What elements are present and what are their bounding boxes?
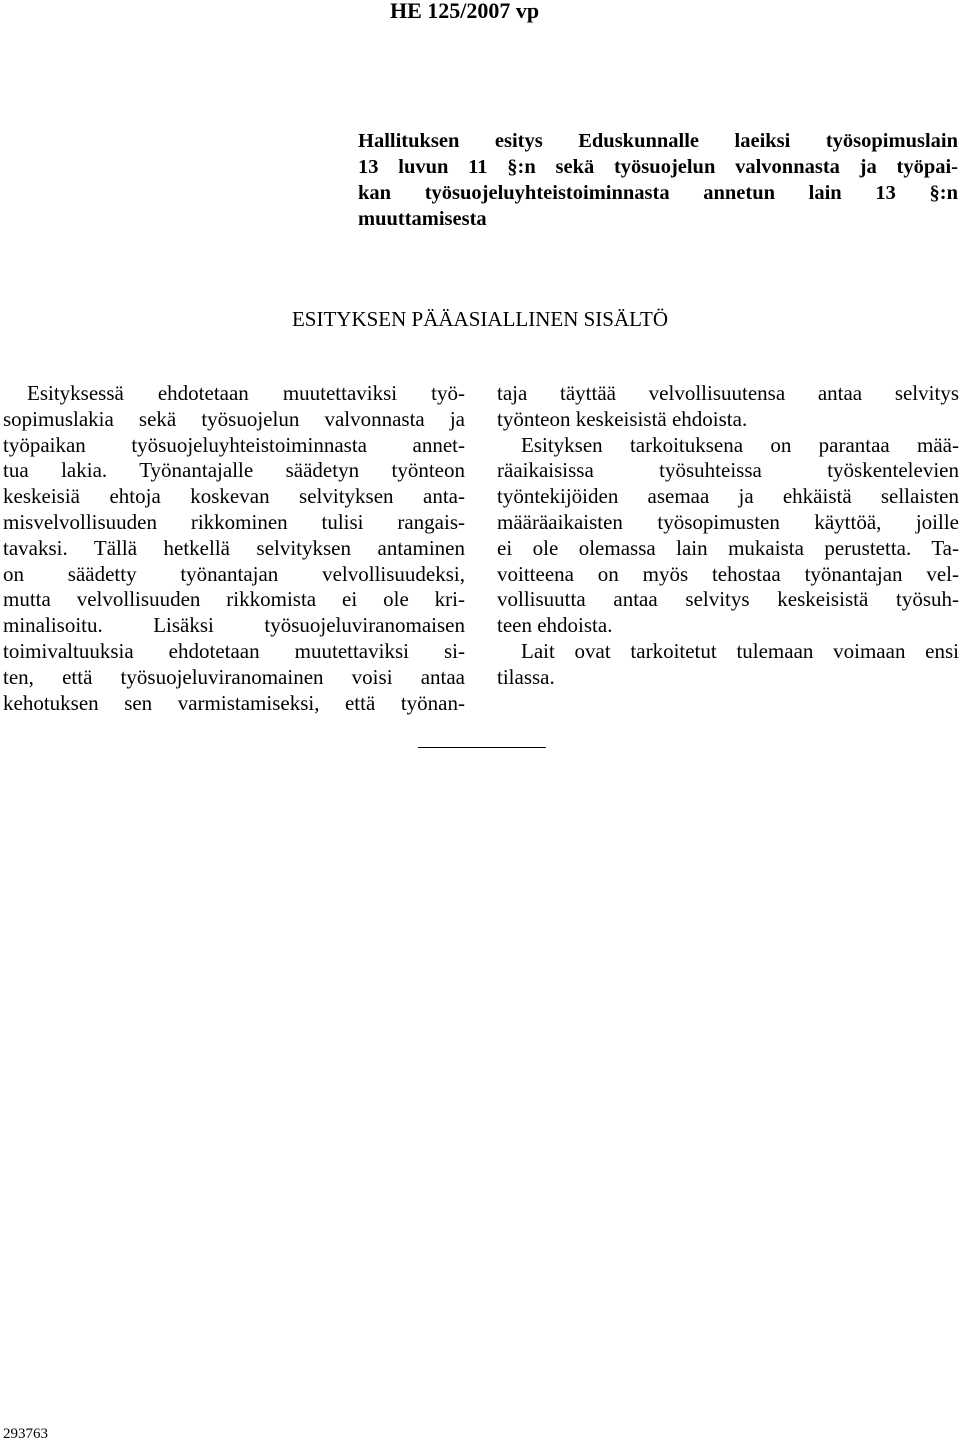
text-line: keskeisiä ehtoja koskevan selvityksen anta- (3, 484, 465, 509)
text-line: misvelvollisuuden rikkominen tulisi rangais- (3, 509, 465, 534)
text-line: tilassa. (497, 664, 555, 689)
text-line: tua lakia. Työnantajalle säädetyn työnteon (3, 458, 465, 483)
text-line: työntekijöiden asemaa ja ehkäistä sellaisten (497, 484, 959, 509)
text-line: on säädetty työnantajan velvollisuudeksi, (3, 561, 465, 586)
text-line: Lait ovat tarkoitetut tulemaan voimaan ensi (521, 638, 959, 663)
text-line: Esityksessä ehdotetaan muutettaviksi työ- (27, 381, 465, 405)
text-line: kehotuksen sen varmistamiseksi, että työnan- (3, 690, 465, 715)
text-line: määräaikaisten työsopimusten käyttöä, joille (497, 509, 959, 534)
right-column (497, 381, 959, 691)
page-code: 293763 (3, 1426, 48, 1442)
text-line: tavaksi. Tällä hetkellä selvityksen antaminen (3, 535, 465, 560)
text-line: ei ole olemassa lain mukaista perustetta. Ta- (497, 535, 959, 560)
text-line: voitteena on myös tehostaa työnantajan vel- (497, 561, 959, 586)
title-line: Hallituksen esitys Eduskunnalle laeiksi työsopimuslain (358, 130, 958, 152)
title-line: kan työsuojeluyhteistoiminnasta annetun lain 13 §:n (358, 182, 958, 204)
separator-rule (418, 747, 546, 748)
document-id: HE 125/2007 vp (390, 0, 540, 23)
title-line: muuttamisesta (358, 208, 487, 230)
text-line: toimivaltuuksia ehdotetaan muutettaviksi si- (3, 638, 465, 663)
text-line: teen ehdoista. (497, 613, 613, 638)
text-line: sopimuslakia sekä työsuojelun valvonnasta ja (3, 406, 465, 431)
section-heading: ESITYKSEN PÄÄASIALLINEN SISÄLTÖ (291, 307, 669, 331)
text-line: ten, että työsuojeluviranomainen voisi antaa (3, 664, 465, 689)
text-line: minalisoitu. Lisäksi työsuojeluviranomaisen (3, 613, 465, 638)
text-line: räaikaisissa työsuhteissa työskentelevien (497, 458, 959, 483)
text-line: työnteon keskeisistä ehdoista. (497, 406, 748, 431)
left-column (3, 381, 465, 716)
text-line: vollisuutta antaa selvitys keskeisistä työsuh- (497, 587, 959, 612)
text-line: Esityksen tarkoituksena on parantaa mää- (521, 432, 959, 457)
text-line: taja täyttää velvollisuutensa antaa selvitys (497, 381, 959, 405)
title-line: 13 luvun 11 §:n sekä työsuojelun valvonnasta ja työpai- (358, 156, 958, 178)
bill-title (358, 128, 958, 232)
text-line: mutta velvollisuuden rikkomista ei ole kri- (3, 587, 465, 612)
text-line: työpaikan työsuojeluyhteistoiminnasta annet- (3, 432, 465, 457)
